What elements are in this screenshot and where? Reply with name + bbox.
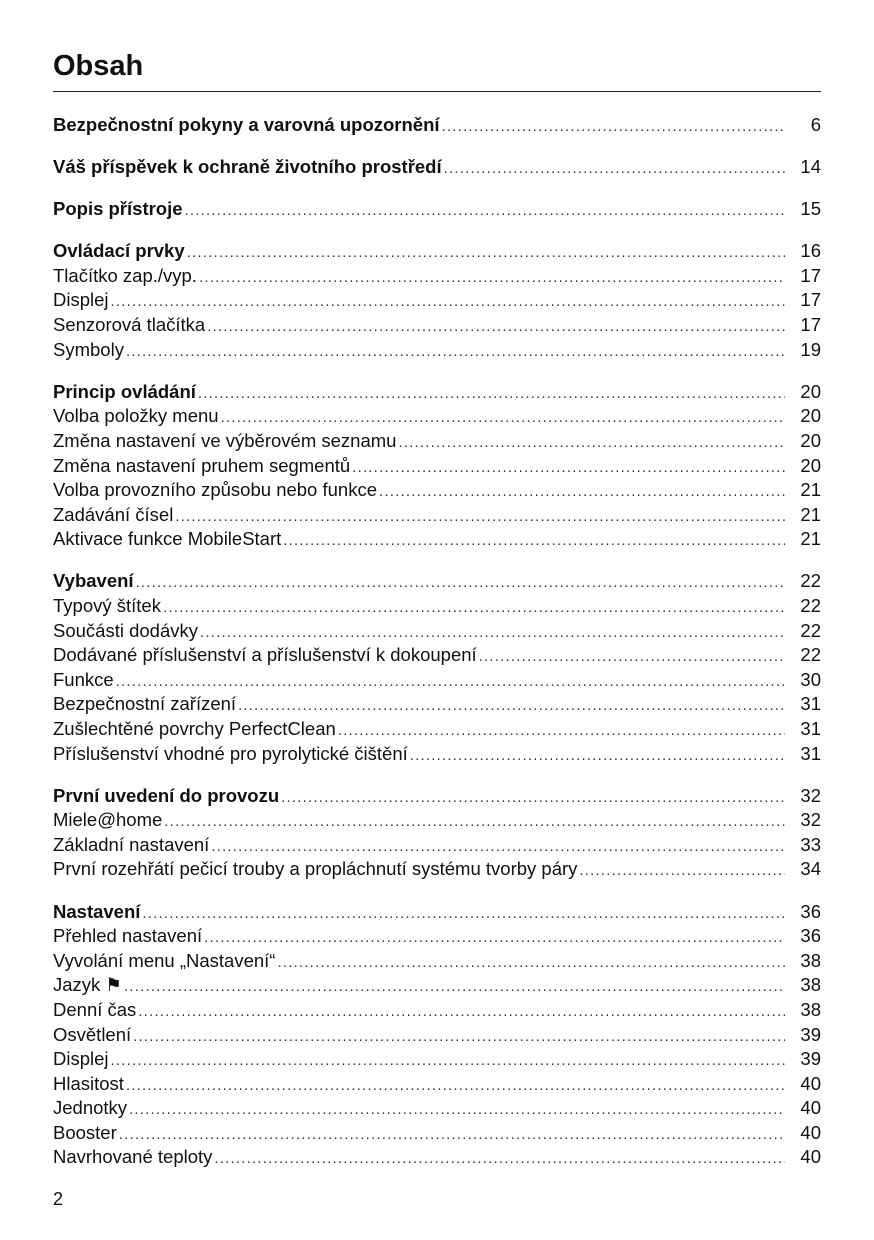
toc-section	[53, 197, 821, 222]
toc-entry-label: Booster	[53, 1121, 117, 1143]
dot-leader	[198, 382, 785, 407]
toc-entry-page: 20	[800, 380, 821, 402]
toc-entry[interactable]	[53, 1121, 821, 1146]
dot-leader	[116, 670, 785, 695]
toc-entry-label: Vybavení	[53, 570, 134, 592]
dot-leader	[199, 266, 785, 291]
toc-entry-page: 6	[810, 114, 821, 135]
dot-leader	[214, 1147, 785, 1172]
toc-section-heading[interactable]	[53, 239, 821, 264]
toc-entry[interactable]	[53, 619, 821, 644]
toc-entry-label: Váš příspěvek k ochraně životního prostředí	[53, 156, 442, 178]
dot-leader	[281, 786, 785, 811]
dot-leader	[379, 480, 785, 505]
table-of-contents	[53, 113, 821, 1188]
toc-section	[53, 113, 821, 138]
toc-entry[interactable]	[53, 1047, 821, 1072]
dot-leader	[138, 1000, 785, 1025]
toc-entry-label: Změna nastavení ve výběrovém seznamu	[53, 429, 397, 451]
toc-entry[interactable]	[53, 454, 821, 479]
toc-entry-page: 20	[800, 405, 821, 427]
dot-leader	[164, 810, 785, 835]
toc-entry-label: Vyvolání menu „Nastavení“	[53, 949, 276, 971]
toc-entry[interactable]	[53, 503, 821, 528]
dot-leader	[352, 456, 785, 481]
dot-leader	[175, 505, 785, 530]
toc-section	[53, 380, 821, 552]
toc-entry[interactable]	[53, 1023, 821, 1048]
toc-entry-label: Displej	[53, 289, 109, 311]
toc-entry-label: Jazyk ⚑	[53, 974, 123, 996]
toc-entry-page: 17	[800, 314, 821, 336]
toc-entry-label: Typový štítek	[53, 595, 161, 616]
toc-entry-label: Tlačítko zap./vyp.	[53, 264, 197, 286]
toc-entry-page: 17	[800, 289, 821, 311]
toc-entry-page: 15	[800, 198, 821, 220]
toc-entry[interactable]	[53, 478, 821, 503]
toc-entry-label: Denní čas	[53, 998, 137, 1020]
toc-entry-label: Hlasitost	[53, 1072, 124, 1094]
toc-entry-page: 39	[800, 1023, 821, 1045]
toc-entry-label: Zušlechtěné povrchy PerfectClean	[53, 717, 336, 739]
dot-leader	[579, 859, 785, 884]
dot-leader	[126, 1074, 785, 1099]
dot-leader	[185, 199, 785, 224]
toc-section-heading[interactable]	[53, 197, 821, 222]
toc-entry[interactable]	[53, 313, 821, 338]
toc-entry-label: Přehled nastavení	[53, 925, 203, 947]
toc-entry-label: Bezpečnostní zařízení	[53, 693, 237, 715]
toc-entry-page: 31	[800, 693, 821, 715]
toc-entry-page: 21	[800, 503, 821, 525]
toc-entry[interactable]	[53, 264, 821, 289]
toc-entry-label: Aktivace funkce MobileStart	[53, 528, 282, 550]
toc-entry[interactable]	[53, 288, 821, 313]
toc-entry[interactable]	[53, 527, 821, 552]
toc-entry[interactable]	[53, 692, 821, 717]
dot-leader	[200, 621, 785, 646]
toc-entry-page: 40	[800, 1146, 821, 1168]
dot-leader	[338, 719, 785, 744]
toc-entry-label: Dodávané příslušenství a příslušenství k dokoupení	[53, 644, 477, 666]
toc-entry-page: 40	[800, 1072, 821, 1094]
toc-section-heading[interactable]	[53, 784, 821, 809]
toc-section	[53, 569, 821, 766]
toc-section-heading[interactable]	[53, 380, 821, 405]
toc-section	[53, 239, 821, 362]
toc-entry-page: 38	[800, 998, 821, 1020]
toc-entry-label: Zadávání čísel	[53, 503, 174, 525]
toc-entry-label: Ovládací prvky	[53, 240, 185, 262]
toc-entry[interactable]	[53, 429, 821, 454]
toc-entry-label: Změna nastavení pruhem segmentů	[53, 454, 351, 476]
dot-leader	[124, 975, 785, 1000]
toc-entry-page: 32	[800, 809, 821, 831]
dot-leader	[283, 529, 785, 554]
toc-entry[interactable]	[53, 973, 821, 998]
dot-leader	[111, 1049, 785, 1074]
dot-leader	[136, 571, 785, 596]
toc-entry-page: 21	[800, 479, 821, 501]
dot-leader	[211, 835, 785, 860]
dot-leader	[133, 1025, 785, 1050]
toc-entry-label: Popis přístroje	[53, 198, 183, 220]
toc-entry-label: První rozehřátí pečicí trouby a propláchnutí systému tvorby páry	[53, 858, 578, 880]
toc-entry-page: 19	[800, 338, 821, 360]
toc-entry-page: 22	[800, 619, 821, 641]
toc-entry-page: 31	[800, 717, 821, 739]
toc-entry[interactable]	[53, 924, 821, 949]
toc-entry-label: Volba položky menu	[53, 405, 219, 427]
toc-entry-page: 20	[800, 454, 821, 476]
dot-leader	[444, 157, 785, 182]
toc-entry[interactable]	[53, 833, 821, 858]
toc-section	[53, 155, 821, 180]
dot-leader	[119, 1123, 785, 1148]
toc-entry[interactable]	[53, 404, 821, 429]
page-number: 2	[53, 1189, 64, 1209]
dot-leader	[410, 744, 785, 769]
dot-leader	[277, 951, 785, 976]
toc-entry-page: 16	[800, 240, 821, 262]
toc-section-heading[interactable]	[53, 569, 821, 594]
dot-leader	[126, 340, 785, 365]
toc-section	[53, 784, 821, 882]
toc-entry-label: Navrhované teploty	[53, 1146, 213, 1168]
toc-entry-page: 20	[800, 429, 821, 451]
toc-entry-label: Volba provozního způsobu nebo funkce	[53, 479, 377, 501]
dot-leader	[207, 315, 785, 340]
toc-entry[interactable]	[53, 857, 821, 882]
toc-entry-label: Základní nastavení	[53, 833, 210, 855]
toc-entry[interactable]	[53, 949, 821, 974]
toc-entry-label: Symboly	[53, 338, 124, 360]
dot-leader	[111, 290, 785, 315]
toc-entry-label: První uvedení do provozu	[53, 784, 280, 806]
toc-entry[interactable]	[53, 643, 821, 668]
toc-entry[interactable]	[53, 594, 821, 619]
toc-entry-page: 38	[800, 949, 821, 971]
toc-entry-label: Displej	[53, 1048, 109, 1070]
toc-entry-page: 17	[800, 264, 821, 286]
dot-leader	[442, 115, 785, 140]
toc-entry[interactable]	[53, 998, 821, 1023]
toc-entry-label: Jednotky	[53, 1097, 128, 1119]
toc-entry-page: 38	[800, 974, 821, 996]
dot-leader	[398, 431, 785, 456]
dot-leader	[221, 406, 785, 431]
toc-entry-label: Příslušenství vhodné pro pyrolytické čištění	[53, 742, 408, 764]
dot-leader	[204, 926, 785, 951]
toc-entry-page: 30	[800, 668, 821, 690]
toc-entry-page: 39	[800, 1048, 821, 1070]
toc-entry[interactable]	[53, 668, 821, 693]
dot-leader	[187, 241, 785, 266]
toc-entry-label: Bezpečnostní pokyny a varovná upozornění	[53, 114, 440, 135]
dot-leader	[129, 1098, 785, 1123]
title-divider	[53, 91, 821, 92]
toc-entry[interactable]	[53, 338, 821, 363]
toc-entry[interactable]	[53, 1072, 821, 1097]
toc-entry-page: 31	[800, 742, 821, 764]
toc-entry-label: Funkce	[53, 668, 114, 690]
toc-entry-page: 36	[800, 925, 821, 947]
toc-entry[interactable]	[53, 1096, 821, 1121]
toc-entry-page: 14	[800, 156, 821, 178]
toc-entry[interactable]	[53, 717, 821, 742]
toc-entry-label: Součásti dodávky	[53, 619, 199, 641]
toc-entry-page: 22	[800, 595, 821, 616]
toc-entry-label: Princip ovládání	[53, 380, 196, 402]
dot-leader	[163, 596, 785, 621]
toc-entry-page: 36	[800, 900, 821, 922]
toc-entry-page: 21	[800, 528, 821, 550]
toc-entry-page: 22	[800, 644, 821, 666]
dot-leader	[479, 645, 785, 670]
toc-entry-page: 34	[800, 858, 821, 880]
toc-section	[53, 900, 821, 1171]
toc-section-heading[interactable]	[53, 155, 821, 180]
toc-entry-page: 40	[800, 1097, 821, 1119]
toc-entry-label: Osvětlení	[53, 1023, 132, 1045]
toc-section-heading[interactable]	[53, 113, 821, 138]
toc-entry[interactable]	[53, 808, 821, 833]
page-title: Obsah	[53, 50, 144, 82]
toc-entry-page: 22	[800, 570, 821, 592]
dot-leader	[238, 694, 785, 719]
toc-entry-page: 32	[800, 784, 821, 806]
toc-entry[interactable]	[53, 742, 821, 767]
toc-entry-label: Senzorová tlačítka	[53, 314, 206, 336]
toc-entry[interactable]	[53, 1145, 821, 1170]
toc-entry-label: Miele@home	[53, 809, 163, 831]
dot-leader	[142, 902, 785, 927]
toc-section-heading[interactable]	[53, 900, 821, 925]
toc-entry-page: 40	[800, 1121, 821, 1143]
toc-entry-page: 33	[800, 833, 821, 855]
toc-entry-label: Nastavení	[53, 900, 141, 922]
